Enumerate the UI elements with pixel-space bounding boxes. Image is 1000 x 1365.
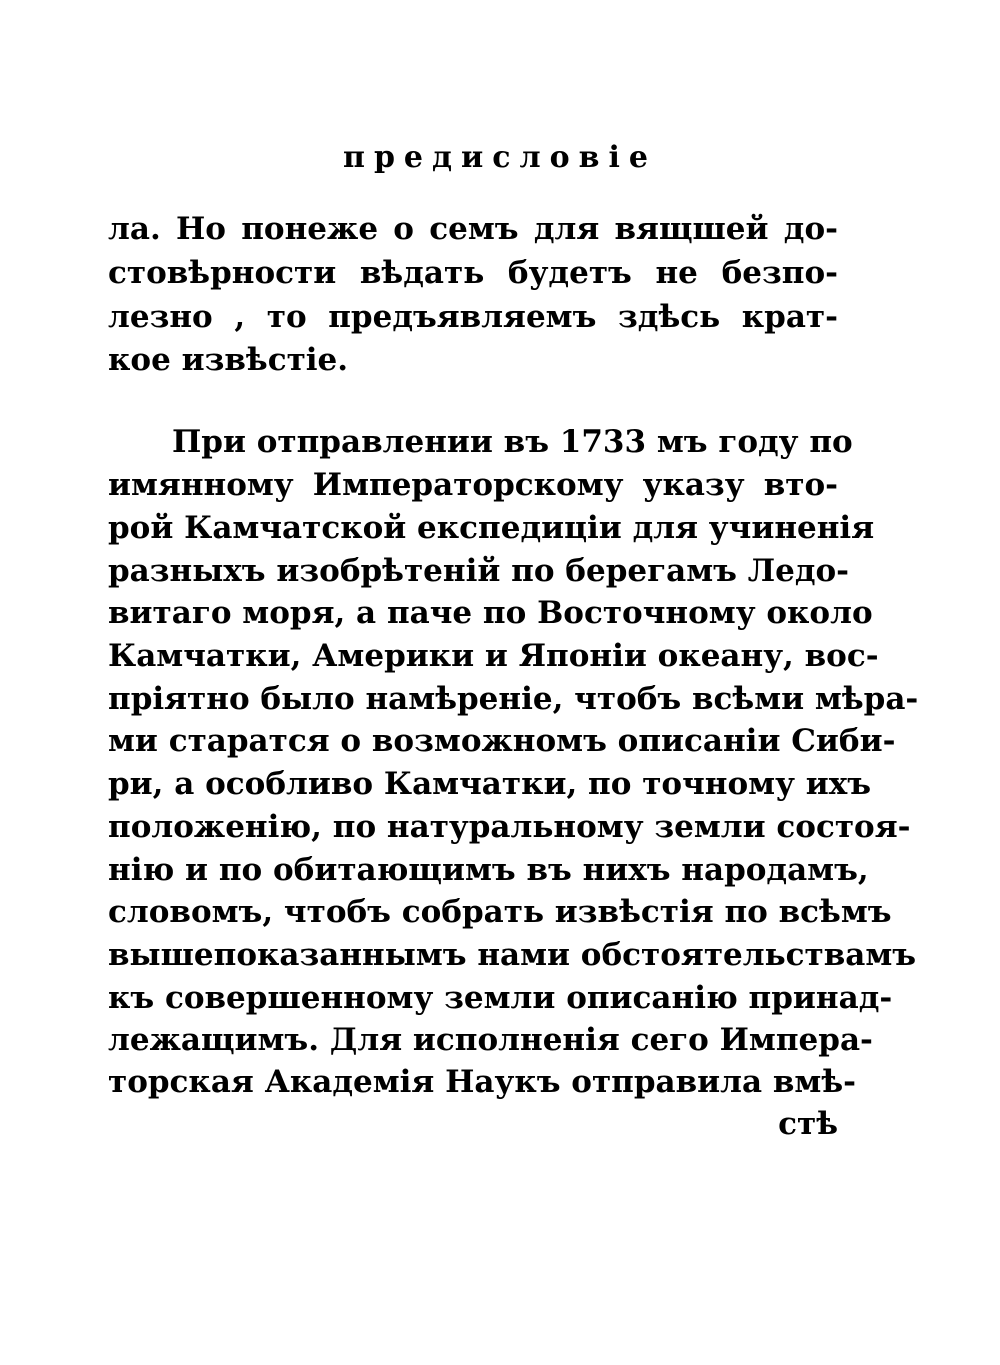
text-line: словомъ, чтобъ собрать извѣстія по всѣмъ — [108, 894, 892, 930]
running-head: предисловіе — [342, 140, 658, 175]
text-line: Камчатки, Америки и Японіи океану, вос- — [108, 638, 879, 674]
text-line: кое извѣстіе. — [108, 342, 349, 378]
text-line: нію и по обитающимъ въ нихъ народамъ, — [108, 852, 869, 888]
catchword: стѣ — [778, 1106, 838, 1142]
text-line: положенію, по натуральному земли состоя- — [108, 809, 911, 845]
text-line: лезно , то предъявляемъ здѣсь крат- — [108, 299, 838, 335]
text-line: ми старатся о возможномъ описаніи Сиби- — [108, 723, 896, 759]
text-line: имянному Императорскому указу вто- — [108, 467, 838, 503]
text-line: витаго моря, а паче по Восточному около — [108, 595, 873, 631]
text-line: ла. Но понеже о семъ для вящшей до- — [108, 211, 838, 247]
text-line: рой Камчатской експедиціи для учиненія — [108, 510, 875, 546]
text-line: къ совершенному земли описанію принад- — [108, 980, 893, 1016]
text-line: пріятно было намѣреніе, чтобъ всѣми мѣра- — [108, 681, 919, 717]
text-line: торская Академія Наукъ отправила вмѣ- — [108, 1064, 857, 1100]
text-line: вышепоказаннымъ нами обстоятельствамъ — [108, 937, 917, 973]
text-line: При отправлении въ 1733 мъ году по — [172, 424, 853, 460]
text-line: лежащимъ. Для исполненія сего Импера- — [108, 1022, 873, 1058]
text-line: стовѣрности вѣдать будетъ не безпо- — [108, 255, 838, 291]
text-line: разныхъ изобрѣтеній по берегамъ Ледо- — [108, 553, 850, 589]
text-line: ри, а особливо Камчатки, по точному ихъ — [108, 766, 871, 802]
